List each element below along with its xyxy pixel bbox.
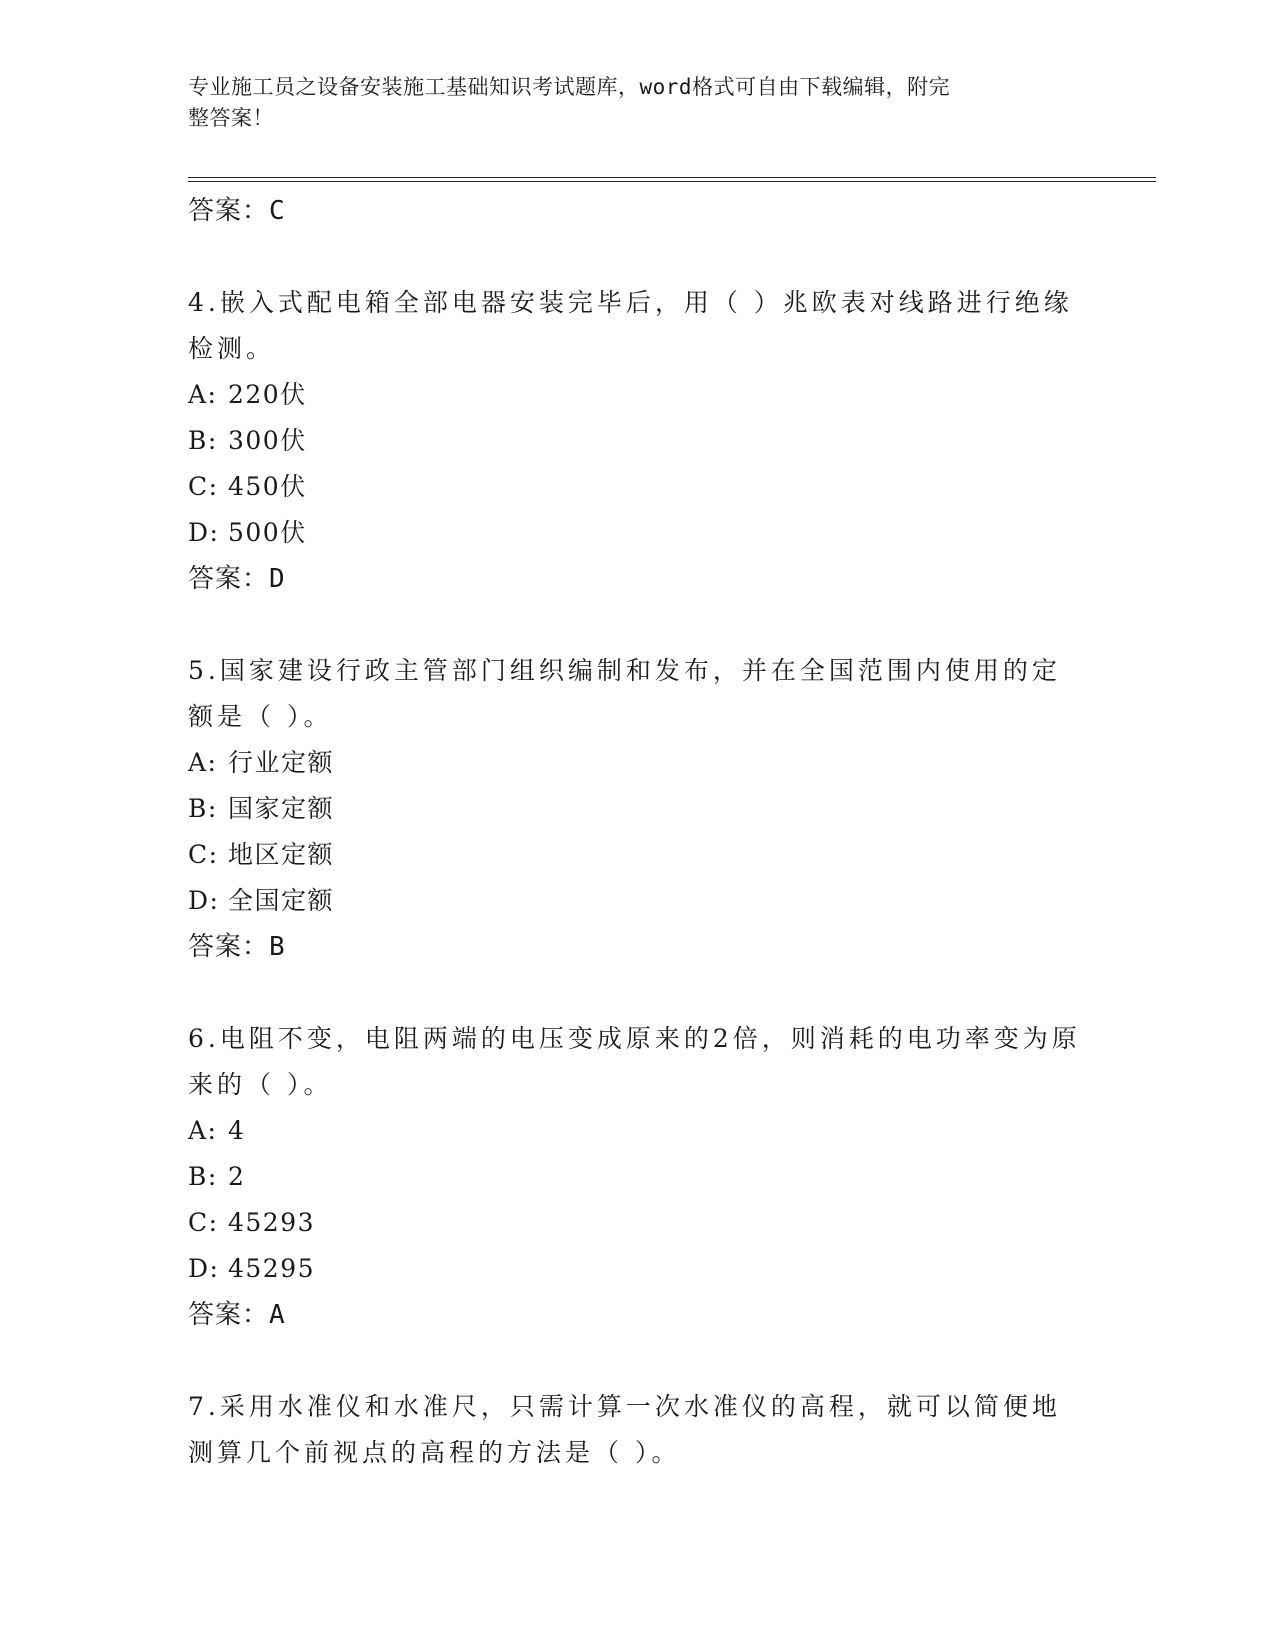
option-letter: A: bbox=[188, 1116, 218, 1145]
question-block bbox=[188, 1016, 1088, 1338]
option-c bbox=[188, 464, 1088, 510]
option-text: 国家定额 bbox=[228, 794, 335, 823]
answer-label: 答案：B bbox=[188, 932, 286, 962]
option-letter: C: bbox=[188, 840, 219, 869]
option-text: 450伏 bbox=[228, 472, 307, 501]
document-header bbox=[188, 72, 1068, 134]
option-text: 300伏 bbox=[228, 426, 307, 455]
header-line-2: 整答案！ bbox=[188, 106, 274, 130]
option-c bbox=[188, 832, 1088, 878]
option-letter: B: bbox=[188, 1162, 218, 1191]
document-body bbox=[188, 188, 1088, 1476]
option-b bbox=[188, 1154, 1088, 1200]
answer-label: 答案：C bbox=[188, 196, 286, 226]
option-a bbox=[188, 740, 1088, 786]
option-c bbox=[188, 1200, 1088, 1246]
option-d bbox=[188, 510, 1088, 556]
question-text: 6.电阻不变，电阻两端的电压变成原来的2倍，则消耗的电功率变为原来的（ ）。 bbox=[188, 1024, 1081, 1099]
option-text: 地区定额 bbox=[228, 840, 335, 869]
question-block bbox=[188, 1384, 1088, 1476]
question-text: 5.国家建设行政主管部门组织编制和发布，并在全国范围内使用的定额是（ ）。 bbox=[188, 656, 1061, 731]
option-text: 2 bbox=[228, 1162, 246, 1191]
answer-label: 答案：D bbox=[188, 564, 286, 594]
option-letter: D: bbox=[188, 1254, 220, 1283]
option-letter: A: bbox=[188, 748, 218, 777]
option-b bbox=[188, 418, 1088, 464]
option-letter: B: bbox=[188, 794, 218, 823]
answer-label: 答案：A bbox=[188, 1300, 286, 1330]
option-letter: C: bbox=[188, 472, 219, 501]
option-letter: D: bbox=[188, 518, 220, 547]
option-text: 500伏 bbox=[228, 518, 307, 547]
header-divider bbox=[188, 177, 1156, 182]
header-line-1: 专业施工员之设备安装施工基础知识考试题库，word格式可自由下载编辑，附完 bbox=[188, 75, 951, 99]
question-block bbox=[188, 648, 1088, 970]
option-text: 全国定额 bbox=[228, 886, 335, 915]
option-d bbox=[188, 878, 1088, 924]
option-b bbox=[188, 786, 1088, 832]
option-text: 4 bbox=[228, 1116, 246, 1145]
option-d bbox=[188, 1246, 1088, 1292]
option-letter: A: bbox=[188, 380, 218, 409]
option-letter: B: bbox=[188, 426, 218, 455]
option-a bbox=[188, 1108, 1088, 1154]
question-block bbox=[188, 280, 1088, 602]
option-text: 45293 bbox=[228, 1208, 316, 1237]
question-text: 7.采用水准仪和水准尺，只需计算一次水准仪的高程，就可以简便地测算几个前视点的高程的方法是（ ）。 bbox=[188, 1392, 1061, 1467]
option-a bbox=[188, 372, 1088, 418]
question-text: 4.嵌入式配电箱全部电器安装完毕后，用（ ）兆欧表对线路进行绝缘检测。 bbox=[188, 288, 1073, 363]
option-letter: C: bbox=[188, 1208, 219, 1237]
option-letter: D: bbox=[188, 886, 220, 915]
option-text: 45295 bbox=[228, 1254, 316, 1283]
option-text: 行业定额 bbox=[228, 748, 335, 777]
option-text: 220伏 bbox=[228, 380, 307, 409]
